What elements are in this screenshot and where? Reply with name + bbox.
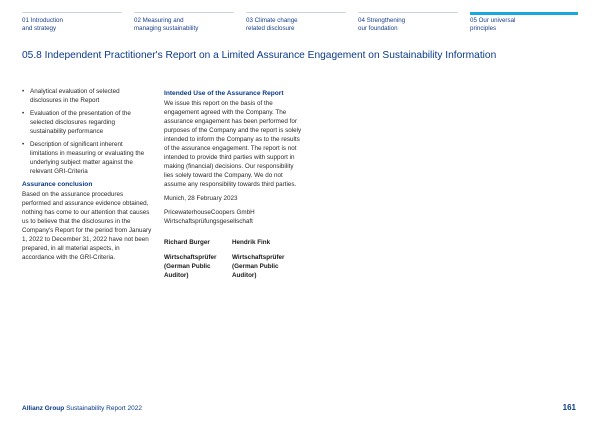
signatures [164,238,304,280]
signer-name: Hendrik Fink [232,239,271,246]
page-title: 05.8 Independent Practitioner's Report on a Limited Assurance Engagement on Sustainability Information [22,50,497,61]
nav-item-principles[interactable] [470,12,578,33]
assurance-conclusion-text: Based on the assurance procedures performed and assurance evidence obtained, nothing has come to our attention that causes us to believe that the disclosures in the Company's Report for the period from January 1, 2022 to December 31, 2022 have not been prepared, in all material aspects, in accordance with the GRI-Criteria. [22,191,152,261]
nav-item-line2: our foundation [358,25,398,32]
signer [164,238,220,280]
bullet-icon: • [22,141,25,148]
nav-item-line2: principles [470,25,497,32]
signing-date: Munich, 28 February 2023 [164,195,238,202]
nav-item-line2: managing sustainability [134,25,199,32]
signer-role: Wirtschaftsprüfer (German Public Auditor) [232,254,285,279]
list-item [22,109,152,136]
nav-item-foundation[interactable] [358,12,458,33]
nav-item-line1: 05 Our universal [470,17,516,24]
signer-role: Wirtschaftsprüfer (German Public Auditor) [164,254,217,279]
bullet-icon: • [22,88,25,95]
bullet-text: Analytical evaluation of selected disclosures in the Report [30,88,120,104]
signer-name: Richard Burger [164,239,210,246]
nav-item-measuring[interactable] [134,12,234,33]
footer-brand: Allianz Group [22,405,65,412]
signer [232,238,288,280]
footer-report: Sustainability Report 2022 [66,405,142,412]
bullet-icon: • [22,110,25,117]
nav-item-line2: and strategy [22,25,57,32]
nav-item-line1: 01 Introduction [22,17,63,24]
list-item [22,140,152,176]
footer [22,405,142,412]
nav-item-climate[interactable] [246,12,346,33]
left-column [22,87,152,262]
bullet-text: Description of significant inherent limitations in measuring or evaluating the underlying subject matter against the relevant GRI-Criteria [30,141,145,175]
assurance-conclusion-heading: Assurance conclusion [22,181,93,188]
nav-item-line1: 03 Climate change [246,17,298,24]
intended-use-text: We issue this report on the basis of the engagement agreed with the Company. The assurance engagement has been performed for purposes of the Company and the report is solely intended to inform the Company as to the results of the assurance engagement. The report is not intended to provide third parties with support in making (financial) decisions. Our responsibility lies solely toward the Company. We do not assume any responsibility towards third parties. [164,100,302,188]
chapter-nav [22,12,578,38]
list-item [22,87,152,105]
nav-item-line2: related disclosure [246,25,295,32]
nav-item-line1: 02 Measuring and [134,17,184,24]
bullet-text: Evaluation of the presentation of the selected disclosures regarding sustainability performance [30,110,131,135]
firm-name: PricewaterhouseCoopers GmbH Wirtschaftsprüfungsgesellschaft [164,209,255,225]
nav-item-introduction[interactable] [22,12,122,33]
intended-use-heading: Intended Use of the Assurance Report [164,90,284,97]
right-column [164,87,304,280]
nav-item-line1: 04 Strengthening [358,17,406,24]
page-number: 161 [562,403,576,412]
